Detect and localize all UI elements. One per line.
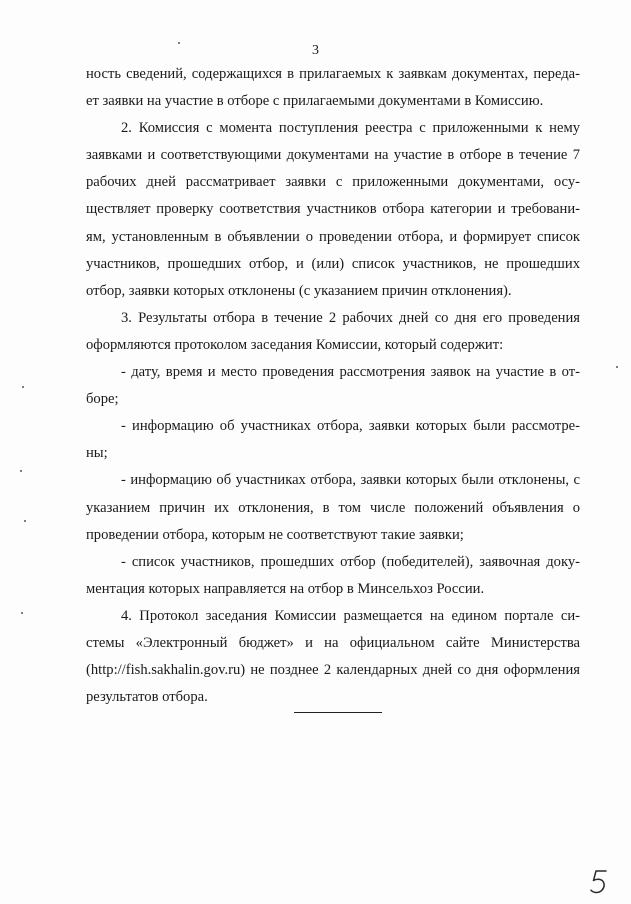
scan-speck <box>24 520 26 522</box>
handwritten-page-number-5-icon <box>589 868 611 896</box>
end-separator-line <box>294 712 382 713</box>
paragraph-continuation: ность сведений, содержащихся в прилагаемых к заявкам документах, переда-ет заявки на участие в отборе с прилагаемыми документами в Комиссию. <box>86 66 580 110</box>
scan-speck <box>178 42 180 44</box>
paragraph-item-3: 3. Результаты отбора в течение 2 рабочих дней со дня его проведения оформляются протоколом заседания Комиссии, который содержит: <box>86 309 580 353</box>
scan-speck <box>22 386 24 388</box>
scan-speck <box>21 612 23 614</box>
paragraph-item-2: 2. Комиссия с момента поступления реестра с приложенными к нему заявками и соответствующими документами на участие в отборе в течение 7 рабочих дней рассматривает заявки с приложенными документами, осу-ществляет проверку соответствия участников отбора категории и требовани-ям, установленным в объявлении о проведении отбора, и формирует список участников, прошедших отбор, и (или) список участников, не прошедших отбор, заявки которых отклонены (с указанием причин отклонения). <box>86 120 580 299</box>
page-number: 3 <box>312 43 319 58</box>
scan-speck <box>616 366 618 368</box>
list-item-rejected-participants: - информацию об участниках отбора, заявки которых были отклонены, с указанием причин их отклонения, в том числе положений объявления о проведении отбора, которым не соответствуют такие заявки; <box>86 472 580 543</box>
document-body <box>86 61 580 711</box>
list-item-winners: - список участников, прошедших отбор (победителей), заявочная доку-ментация которых направляется на отбор в Минсельхоз России. <box>86 553 580 597</box>
list-item-reviewed-participants: - информацию об участниках отбора, заявки которых были рассмотре-ны; <box>86 418 580 462</box>
list-item-date-time-place: - дату, время и место проведения рассмотрения заявок на участие в от-боре; <box>86 364 580 408</box>
paragraph-item-4: 4. Протокол заседания Комиссии размещается на едином портале си-стемы «Электронный бюджет» и на официальном сайте Министерства (http://fish.sakhalin.gov.ru) не позднее 2 календарных дней со дня оформления результатов отбора. <box>86 607 580 706</box>
scan-speck <box>20 470 22 472</box>
